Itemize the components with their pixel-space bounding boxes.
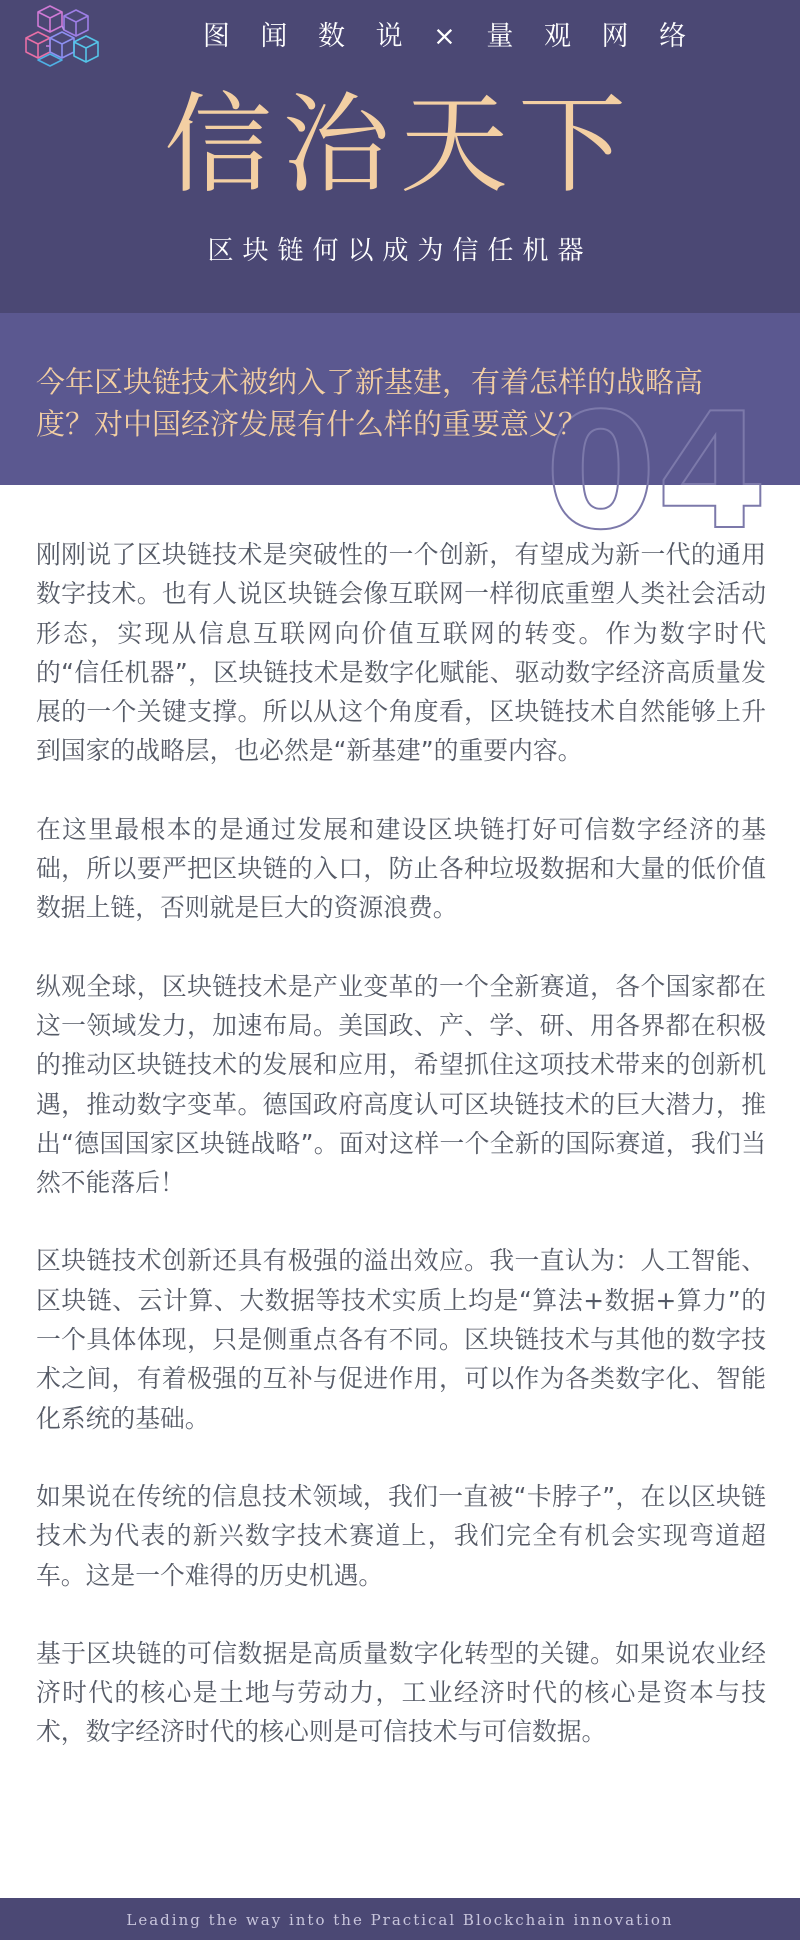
blockchain-cubes-logo-icon [24, 2, 102, 72]
paragraph: 基于区块链的可信数据是高质量数字化转型的关键。如果说农业经济时代的核心是土地与劳动力，工业经济时代的核心是资本与技术，数字经济时代的核心则是可信技术与可信数据。 [36, 1638, 766, 1747]
question-number-text: 04 [545, 378, 768, 565]
page-title: 信治天下 [163, 83, 636, 208]
paragraph: 纵观全球，区块链技术是产业变革的一个全新赛道，各个国家都在这一领域发力，加速布局。美国政、产、学、研、用各界都在积极的推动区块链技术的发展和应用，希望抓住这项技术带来的创新机遇，推动数字变革。德国政府高度认可区块链技术的巨大潜力，推出“德国国家区块链战略”。面对这样一个全新的国际赛道，我们当然不能落后！ [36, 971, 766, 1198]
question-text: 今年区块链技术被纳入了新基建，有着怎样的战略高度？对中国经济发展有什么样的重要意义？ [36, 365, 704, 441]
brand-line: 图 闻 数 说 × 量 观 网 络 [202, 21, 698, 52]
paragraph: 刚刚说了区块链技术是突破性的一个创新，有望成为新一代的通用数字技术。也有人说区块链会像互联网一样彻底重塑人类社会活动形态，实现从信息互联网向价值互联网的转变。作为数字时代的“信任机器”，区块链技术是数字化赋能、驱动数字经济高质量发展的一个关键支撑。所以从这个角度看，区块链技术自然能够上升到国家的战略层，也必然是“新基建”的重要内容。 [36, 540, 766, 766]
paragraph: 如果说在传统的信息技术领域，我们一直被“卡脖子”，在以区块链技术为代表的新兴数字技术赛道上，我们完全有机会实现弯道超车。这是一个难得的历史机遇。 [36, 1481, 766, 1590]
paragraph: 在这里最根本的是通过发展和建设区块链打好可信数字经济的基础，所以要严把区块链的入口，防止各种垃圾数据和大量的低价值数据上链，否则就是巨大的资源浪费。 [36, 814, 766, 923]
page-subtitle: 区块链何以成为信任机器 [207, 236, 593, 266]
footer-tagline: Leading the way into the Practical Blockchain innovation [126, 1911, 674, 1929]
footer-bar [0, 1898, 800, 1940]
question-banner [0, 313, 800, 565]
article-body [36, 535, 766, 1791]
hero-header [0, 0, 800, 313]
paragraph: 区块链技术创新还具有极强的溢出效应。我一直认为：人工智能、区块链、云计算、大数据等技术实质上均是“算法+数据+算力”的一个具体体现，只是侧重点各有不同。区块链技术与其他的数字技术之间，有着极强的互补与促进作用，可以作为各类数字化、智能化系统的基础。 [36, 1246, 766, 1433]
